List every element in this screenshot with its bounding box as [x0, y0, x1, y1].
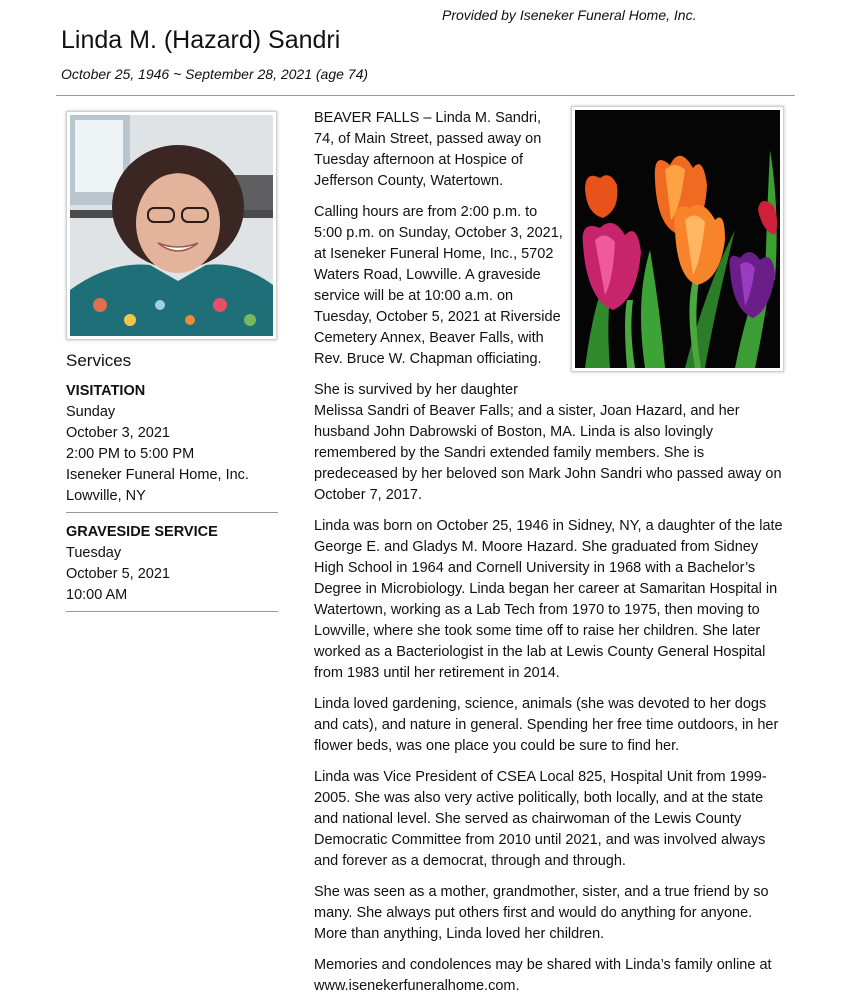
obituary-paragraph: BEAVER FALLS – Linda M. Sandri, 74, of Main Street, passed away on Tuesday afternoon at Hospice of Jefferson County, Watertown.: [314, 110, 542, 189]
obituary-paragraph: Linda loved gardening, science, animals (she was devoted to her dogs and cats), and nature in general. Spending her free time outdoors, in her flower beds, was one place you could be sure to find her.: [314, 696, 779, 754]
life-dates: October 25, 1946 ~ September 28, 2021 (age 74): [61, 66, 369, 82]
service-location: Iseneker Funeral Home, Inc.: [66, 467, 249, 483]
service-day: Tuesday: [66, 545, 122, 561]
obituary-paragraph: Calling hours are from 2:00 p.m. to 5:00 p.m. on Sunday, October 3, 2021, at Iseneker Funeral Home, Inc., 5702 Waters Road, Lowville. A graveside service will be at 10:00 a.m. on Tuesday, October 5, 2021 at Riverside Cemetery Annex, Beaver Falls, with Rev. Bruce W. Chapman officiating.: [314, 204, 563, 367]
graveside-service: [66, 522, 278, 612]
services-heading: Services: [66, 351, 132, 370]
service-time: 2:00 PM to 5:00 PM: [66, 446, 195, 462]
paragraph-body: Melissa Sandri of Beaver Falls; and a sister, Joan Hazard, and her husband John Dabrowski of Boston, MA. Linda is also lovingly remembered by the Sandri extended family members. She is predeceased by her beloved son Mark John Sandri who passed away on October 7, 2017.: [314, 403, 782, 503]
services-sidebar: [66, 351, 278, 621]
visitation-service: [66, 381, 278, 513]
obituary-paragraph: She was seen as a mother, grandmother, sister, and a true friend by so many. She always put others first and would do anything for anyone. More than anything, Linda loved her children.: [314, 884, 769, 942]
service-date: October 5, 2021: [66, 566, 170, 582]
service-title: GRAVESIDE SERVICE: [66, 524, 218, 540]
service-title: VISITATION: [66, 383, 146, 399]
obituary-paragraph: Linda was born on October 25, 1946 in Sidney, NY, a daughter of the late George E. and Gladys M. Moore Hazard. She graduated from Sidney High School in 1964 and Cornell University in 1968 with a Bachelor’s Degree in Microbiology. Linda began her career at Samaritan Hospital in Watertown, working as a Lab Tech from 1970 to 1975, then moving to Lowville, where she took some time off to raise her children. She later worked as a Bacteriologist in the lab at Lewis County General Hospital from 1983 until her retirement in 2014.: [314, 518, 783, 681]
deceased-name: Linda M. (Hazard) Sandri: [61, 26, 341, 54]
portrait-photo: [66, 111, 277, 340]
obituary-paragraph: Linda was Vice President of CSEA Local 825, Hospital Unit from 1999-2005. She was also very active politically, both locally, and at the state and national level. She served as chairwoman of the Lewis County Democratic Committee from 2010 until 2021, and was involved always and forever as a democrat, through and through.: [314, 769, 767, 869]
service-date: October 3, 2021: [66, 425, 170, 441]
obituary-paragraph: Memories and condolences may be shared with Linda’s family online at www.isenekerfuneralhome.com.: [314, 957, 772, 994]
service-city: Lowville, NY: [66, 488, 146, 504]
service-day: Sunday: [66, 404, 116, 420]
paragraph-lead: She is survived by her daughter: [314, 382, 518, 398]
service-time: 10:00 AM: [66, 587, 128, 603]
header-divider: [56, 95, 795, 96]
provider-credit: Provided by Iseneker Funeral Home, Inc.: [442, 7, 697, 23]
obituary-paragraph: [314, 380, 788, 506]
obituary-article: [314, 108, 788, 1007]
portrait-image: [70, 115, 273, 336]
